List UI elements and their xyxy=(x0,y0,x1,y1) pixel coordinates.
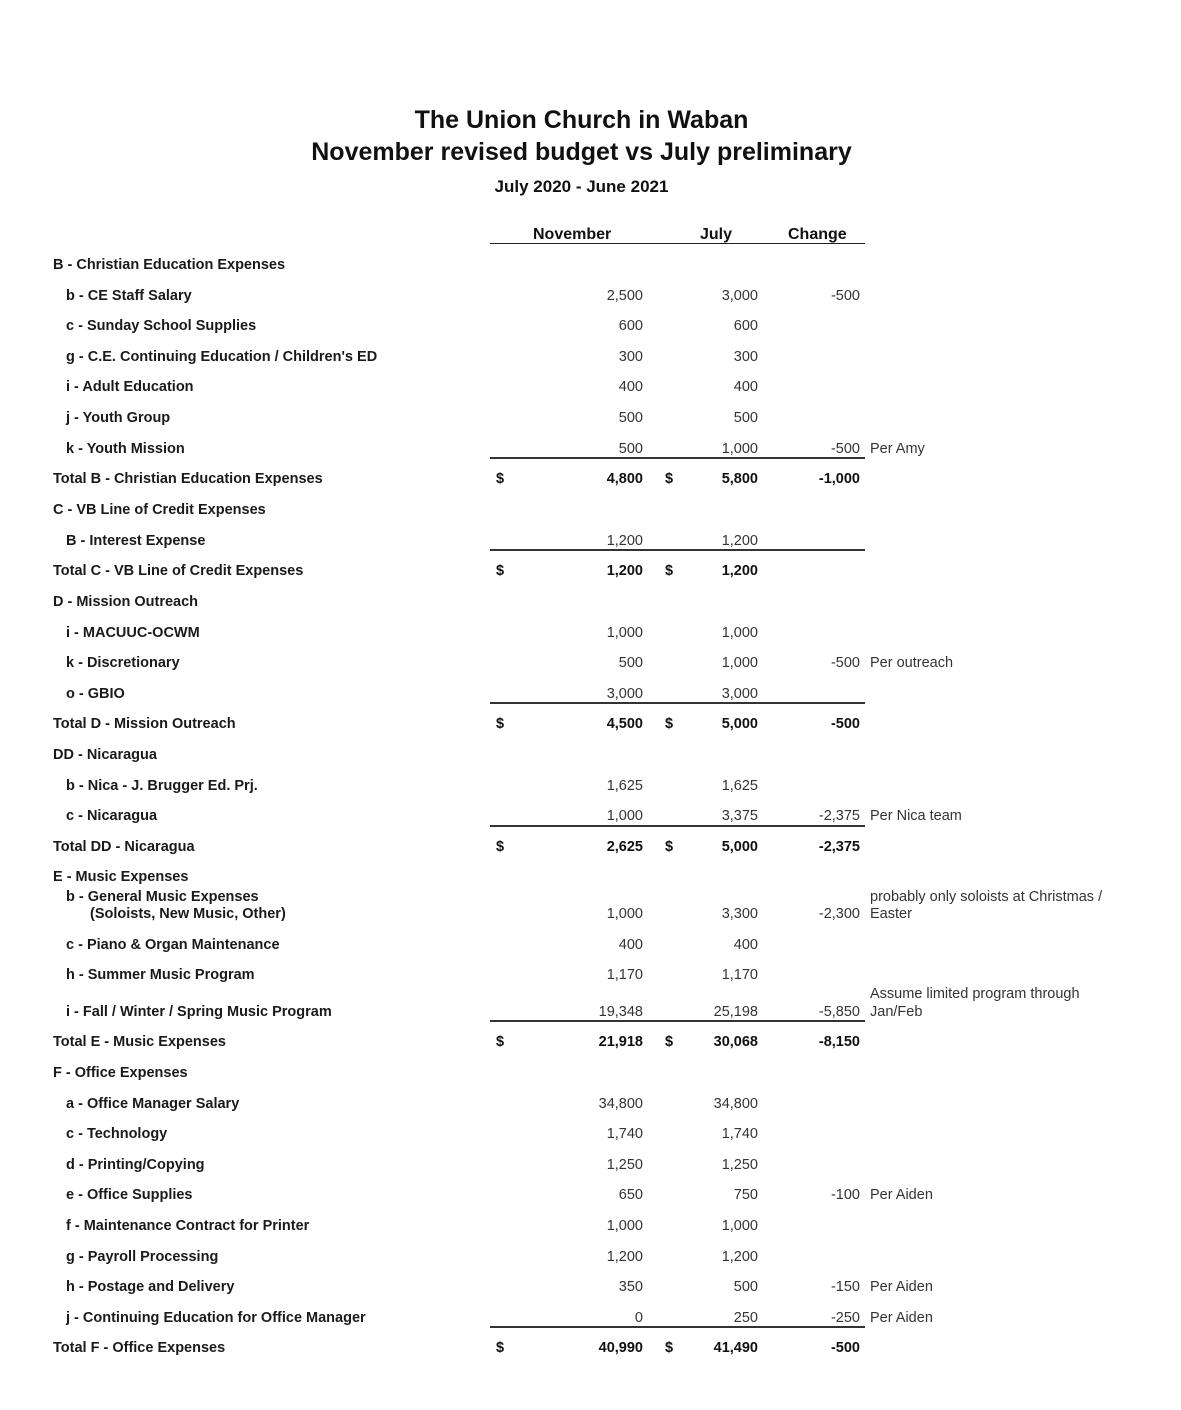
section-label: F - Office Expenses xyxy=(53,1065,188,1081)
line-item-label: b - Nica - J. Brugger Ed. Prj. xyxy=(66,778,258,794)
july-value: 750 xyxy=(733,1187,758,1203)
column-header-july: July xyxy=(700,226,733,243)
column-header-november: November xyxy=(533,226,612,243)
total-row xyxy=(0,471,1181,493)
subtotal-rule xyxy=(490,1326,865,1328)
total-label: Total F - Office Expenses xyxy=(53,1340,226,1356)
line-item-label: h - Postage and Delivery xyxy=(66,1279,235,1295)
report-title: November revised budget vs July preliminary xyxy=(311,138,852,166)
november-value: 3,000 xyxy=(606,686,643,702)
header-divider xyxy=(490,243,865,244)
july-total: 5,000 xyxy=(721,716,758,732)
november-total: 4,800 xyxy=(606,471,643,487)
november-value: 1,200 xyxy=(606,1249,643,1265)
july-value: 1,000 xyxy=(721,1218,758,1234)
line-item-label: b - General Music Expenses xyxy=(66,889,259,905)
total-row xyxy=(0,716,1181,738)
november-value: 19,348 xyxy=(598,1004,643,1020)
november-value: 350 xyxy=(618,1279,643,1295)
section-heading xyxy=(0,869,1181,891)
november-value: 1,000 xyxy=(606,906,643,922)
table-row xyxy=(0,1310,1181,1332)
table-row xyxy=(0,1187,1181,1209)
change-total: -500 xyxy=(830,716,860,732)
line-item-label: c - Nicaragua xyxy=(66,808,158,824)
table-row xyxy=(0,1004,1181,1026)
line-item-label: g - C.E. Continuing Education / Children's ED xyxy=(66,349,378,365)
line-item-label: i - MACUUC-OCWM xyxy=(66,625,200,641)
change-value: -250 xyxy=(830,1310,860,1326)
table-row xyxy=(0,1279,1181,1301)
line-item-label: h - Summer Music Program xyxy=(66,967,255,983)
change-total: -1,000 xyxy=(818,471,860,487)
total-label: Total E - Music Expenses xyxy=(53,1034,226,1050)
july-value: 1,200 xyxy=(721,533,758,549)
note-text: Per Aiden xyxy=(870,1279,933,1295)
total-row xyxy=(0,563,1181,585)
line-item-label: o - GBIO xyxy=(66,686,125,702)
november-value: 400 xyxy=(618,379,643,395)
section-label: C - VB Line of Credit Expenses xyxy=(53,502,266,518)
total-row xyxy=(0,1340,1181,1362)
report-period: July 2020 - June 2021 xyxy=(494,177,669,196)
july-value: 300 xyxy=(733,349,758,365)
november-total: 21,918 xyxy=(598,1034,643,1050)
line-item-label: i - Adult Education xyxy=(66,379,194,395)
november-value: 500 xyxy=(618,655,643,671)
table-row xyxy=(0,288,1181,310)
change-value: -2,300 xyxy=(818,906,860,922)
line-item-label: k - Youth Mission xyxy=(66,441,185,457)
july-value: 400 xyxy=(733,937,758,953)
july-value: 1,000 xyxy=(721,655,758,671)
july-total: 5,000 xyxy=(721,839,758,855)
july-value: 600 xyxy=(733,318,758,334)
line-item-sublabel: (Soloists, New Music, Other) xyxy=(90,906,286,922)
line-item-label: d - Printing/Copying xyxy=(66,1157,205,1173)
currency-symbol: $ xyxy=(496,563,505,579)
line-item-label: j - Continuing Education for Office Manager xyxy=(66,1310,366,1326)
currency-symbol: $ xyxy=(496,471,505,487)
currency-symbol: $ xyxy=(496,716,505,732)
july-value: 1,200 xyxy=(721,1249,758,1265)
november-value: 600 xyxy=(618,318,643,334)
change-value: -500 xyxy=(830,288,860,304)
currency-symbol: $ xyxy=(665,471,674,487)
november-total: 2,625 xyxy=(606,839,643,855)
change-value: -2,375 xyxy=(818,808,860,824)
total-label: Total B - Christian Education Expenses xyxy=(53,471,323,487)
november-value: 500 xyxy=(618,410,643,426)
table-row xyxy=(0,441,1181,463)
july-value: 25,198 xyxy=(713,1004,758,1020)
july-value: 3,000 xyxy=(721,288,758,304)
note-text-continued: Jan/Feb xyxy=(870,1004,923,1020)
currency-symbol: $ xyxy=(496,1034,505,1050)
line-item-label: e - Office Supplies xyxy=(66,1187,193,1203)
change-total: -8,150 xyxy=(818,1034,860,1050)
july-value: 1,000 xyxy=(721,625,758,641)
section-heading xyxy=(0,257,1181,279)
line-item-label: a - Office Manager Salary xyxy=(66,1096,240,1112)
november-value: 650 xyxy=(618,1187,643,1203)
july-value: 1,250 xyxy=(721,1157,758,1173)
line-item-label: k - Discretionary xyxy=(66,655,180,671)
line-item-label: c - Sunday School Supplies xyxy=(66,318,257,334)
section-heading xyxy=(0,747,1181,769)
november-value: 1,250 xyxy=(606,1157,643,1173)
subtotal-rule xyxy=(490,825,865,827)
note-text: probably only soloists at Christmas / xyxy=(870,889,1103,905)
total-label: Total D - Mission Outreach xyxy=(53,716,236,732)
table-row xyxy=(0,379,1181,401)
section-heading xyxy=(0,594,1181,616)
november-total: 40,990 xyxy=(598,1340,643,1356)
total-label: Total DD - Nicaragua xyxy=(53,839,195,855)
currency-symbol: $ xyxy=(665,1340,674,1356)
table-row xyxy=(0,410,1181,432)
table-row xyxy=(0,686,1181,708)
november-total: 1,200 xyxy=(606,563,643,579)
table-row xyxy=(0,655,1181,677)
change-value: -100 xyxy=(830,1187,860,1203)
change-value: -150 xyxy=(830,1279,860,1295)
table-row xyxy=(0,349,1181,371)
section-heading xyxy=(0,1065,1181,1087)
note-text: Per Aiden xyxy=(870,1187,933,1203)
july-total: 5,800 xyxy=(721,471,758,487)
july-value: 3,300 xyxy=(721,906,758,922)
july-value: 3,375 xyxy=(721,808,758,824)
line-item-label: c - Technology xyxy=(66,1126,168,1142)
total-label: Total C - VB Line of Credit Expenses xyxy=(53,563,304,579)
july-value: 500 xyxy=(733,410,758,426)
july-total: 30,068 xyxy=(713,1034,758,1050)
july-value: 34,800 xyxy=(713,1096,758,1112)
section-label: D - Mission Outreach xyxy=(53,594,199,610)
line-item-label: i - Fall / Winter / Spring Music Program xyxy=(66,1004,332,1020)
table-row xyxy=(0,625,1181,647)
subtotal-rule xyxy=(490,702,865,704)
total-row xyxy=(0,1034,1181,1056)
july-value: 3,000 xyxy=(721,686,758,702)
note-text: Per outreach xyxy=(870,655,954,671)
currency-symbol: $ xyxy=(496,839,505,855)
november-value: 0 xyxy=(634,1310,643,1326)
november-value: 300 xyxy=(618,349,643,365)
change-value: -500 xyxy=(830,655,860,671)
line-item-label: B - Interest Expense xyxy=(66,533,206,549)
org-title: The Union Church in Waban xyxy=(414,106,749,134)
subtotal-rule xyxy=(490,1020,865,1022)
november-total: 4,500 xyxy=(606,716,643,732)
july-total: 1,200 xyxy=(721,563,758,579)
july-value: 250 xyxy=(733,1310,758,1326)
november-value: 500 xyxy=(618,441,643,457)
line-item-label: b - CE Staff Salary xyxy=(66,288,192,304)
november-value: 400 xyxy=(618,937,643,953)
table-row xyxy=(0,1096,1181,1118)
november-value: 1,200 xyxy=(606,533,643,549)
change-total: -2,375 xyxy=(818,839,860,855)
july-value: 500 xyxy=(733,1279,758,1295)
currency-symbol: $ xyxy=(496,1340,505,1356)
table-row xyxy=(0,778,1181,800)
total-row xyxy=(0,839,1181,861)
line-item-label: j - Youth Group xyxy=(66,410,171,426)
currency-symbol: $ xyxy=(665,716,674,732)
line-item-label: f - Maintenance Contract for Printer xyxy=(66,1218,310,1234)
november-value: 1,000 xyxy=(606,1218,643,1234)
november-value: 2,500 xyxy=(606,288,643,304)
section-label: DD - Nicaragua xyxy=(53,747,157,763)
line-item-label: g - Payroll Processing xyxy=(66,1249,219,1265)
section-heading xyxy=(0,502,1181,524)
july-value: 1,625 xyxy=(721,778,758,794)
july-value: 400 xyxy=(733,379,758,395)
currency-symbol: $ xyxy=(665,839,674,855)
section-label: B - Christian Education Expenses xyxy=(53,257,286,273)
currency-symbol: $ xyxy=(665,563,674,579)
table-row xyxy=(0,318,1181,340)
column-header-change: Change xyxy=(788,226,847,243)
subtotal-rule xyxy=(490,549,865,551)
november-value: 1,170 xyxy=(606,967,643,983)
subtotal-rule xyxy=(490,457,865,459)
table-row xyxy=(0,1249,1181,1271)
july-value: 1,000 xyxy=(721,441,758,457)
july-value: 1,170 xyxy=(721,967,758,983)
note-text: Per Amy xyxy=(870,441,925,457)
july-value: 1,740 xyxy=(721,1126,758,1142)
table-row xyxy=(0,937,1181,959)
note-text: Per Nica team xyxy=(870,808,962,824)
table-row xyxy=(0,906,1181,928)
table-row xyxy=(0,533,1181,555)
november-value: 1,625 xyxy=(606,778,643,794)
july-total: 41,490 xyxy=(713,1340,758,1356)
note-text: Per Aiden xyxy=(870,1310,933,1326)
change-value: -5,850 xyxy=(818,1004,860,1020)
november-value: 1,740 xyxy=(606,1126,643,1142)
note-text-continued: Easter xyxy=(870,906,912,922)
november-value: 1,000 xyxy=(606,625,643,641)
change-value: -500 xyxy=(830,441,860,457)
section-label: E - Music Expenses xyxy=(53,869,189,885)
line-item-label: c - Piano & Organ Maintenance xyxy=(66,937,280,953)
november-value: 34,800 xyxy=(598,1096,643,1112)
table-row xyxy=(0,1126,1181,1148)
table-row xyxy=(0,1218,1181,1240)
note-text: Assume limited program through xyxy=(870,986,1080,1002)
change-total: -500 xyxy=(830,1340,860,1356)
table-row xyxy=(0,1157,1181,1179)
november-value: 1,000 xyxy=(606,808,643,824)
currency-symbol: $ xyxy=(665,1034,674,1050)
